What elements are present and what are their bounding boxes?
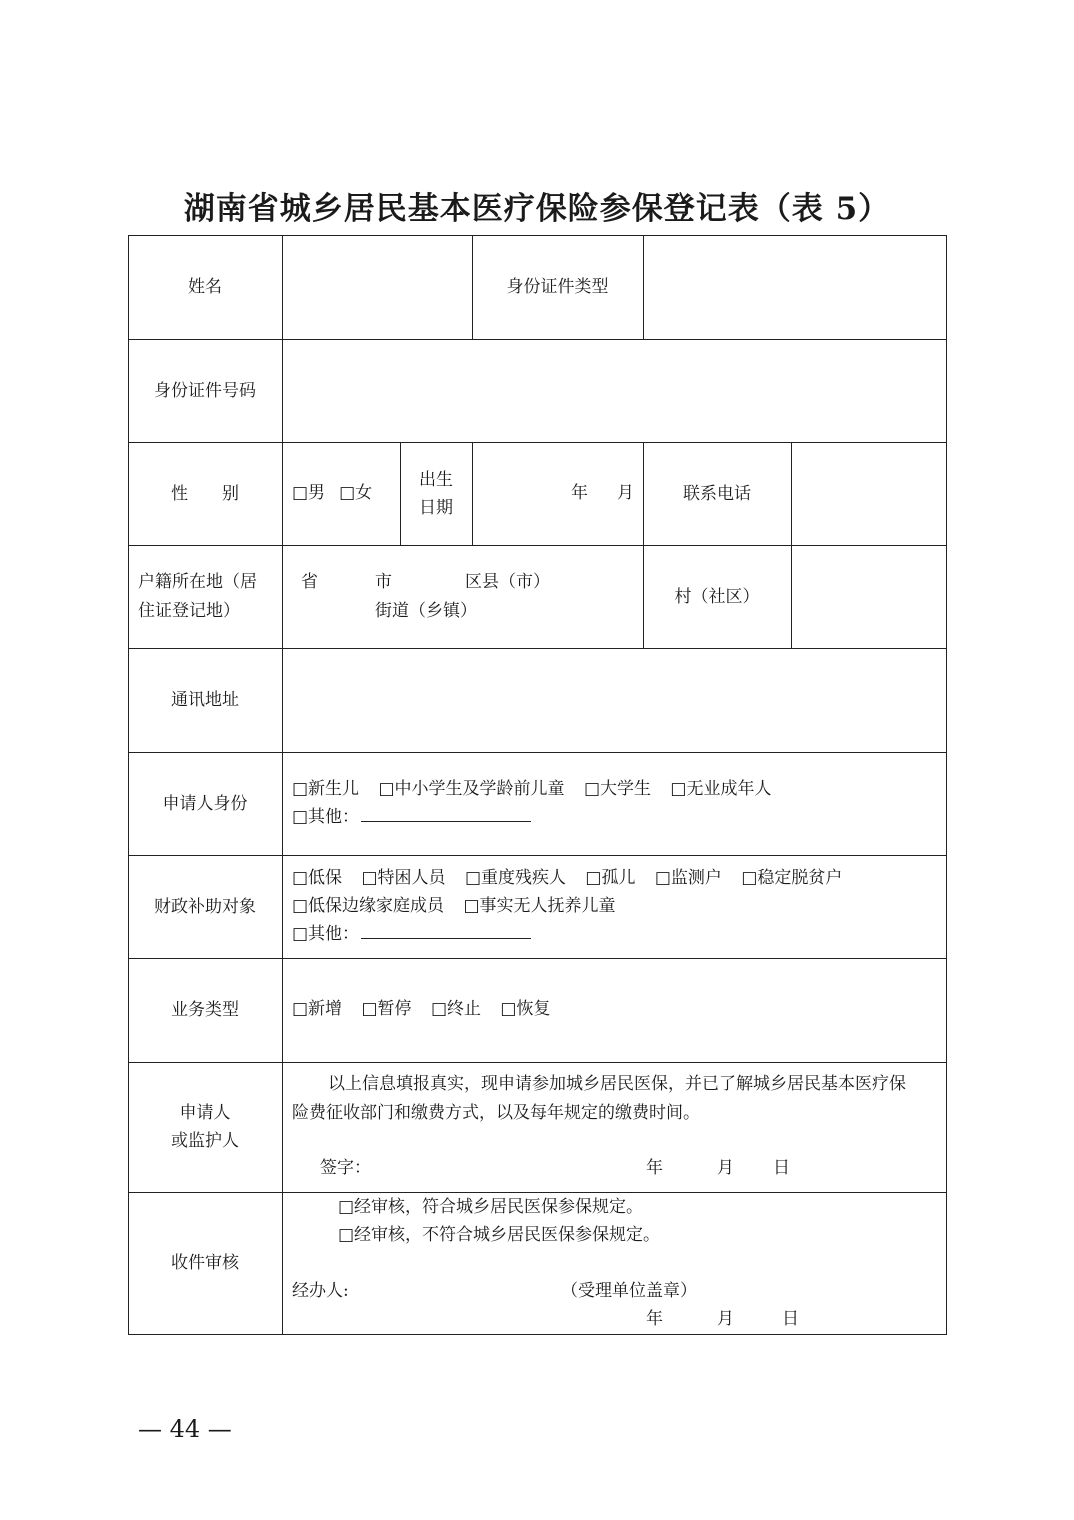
applicant-identity-options — [292, 775, 771, 803]
option-tekun[interactable]: □特困人员 — [361, 868, 446, 888]
review-rejected-checkbox[interactable]: □经审核，不符合城乡居民医保参保规定。 — [338, 1225, 661, 1245]
other-blank[interactable] — [361, 803, 531, 822]
name-label: 姓名 — [188, 277, 222, 297]
option-other[interactable]: □其他： — [292, 924, 360, 944]
village-label: 村（社区） — [674, 586, 760, 607]
id-number-label: 身份证件号码 — [154, 380, 256, 401]
birth-month-unit: 月 — [617, 483, 634, 503]
applicant-label-line2: 或监护人 — [171, 1131, 239, 1151]
review-label: 收件审核 — [171, 1253, 239, 1273]
applicant-label-line1: 申请人 — [179, 1103, 231, 1123]
applicant-guardian-label — [128, 1062, 282, 1192]
page-number: — 44 — — [138, 1415, 232, 1443]
review-year-unit: 年 — [646, 1309, 663, 1329]
other-blank[interactable] — [361, 920, 531, 939]
household-label-line2: 住证登记地） — [138, 601, 240, 621]
sign-year-unit: 年 — [646, 1158, 663, 1178]
address-label: 通讯地址 — [171, 690, 239, 710]
street-unit: 街道（乡镇） — [375, 601, 477, 621]
statement-line2: 险费征收部门和缴费方式，以及每年规定的缴费时间。 — [292, 1103, 700, 1123]
sign-day-unit: 日 — [773, 1158, 790, 1178]
option-other[interactable]: □其他： — [292, 807, 360, 827]
option-pause[interactable]: □暂停 — [361, 999, 412, 1019]
signature-field[interactable] — [375, 1150, 625, 1184]
signature-label: 签字： — [320, 1158, 371, 1178]
village-field[interactable] — [792, 546, 946, 648]
review-day-unit: 日 — [782, 1309, 799, 1329]
id-number-field[interactable] — [283, 340, 946, 442]
option-newborn[interactable]: □新生儿 — [292, 779, 360, 799]
subsidy-label: 财政补助对象 — [154, 896, 256, 917]
review-month-unit: 月 — [717, 1309, 734, 1329]
seal-label: （受理单位盖章） — [561, 1281, 697, 1301]
option-monitored[interactable]: □监测户 — [654, 868, 722, 888]
table-border-right — [946, 235, 947, 1335]
id-type-field[interactable] — [644, 236, 946, 339]
option-orphan[interactable]: □孤儿 — [585, 868, 636, 888]
applicant-identity-other — [292, 803, 531, 831]
option-college[interactable]: □大学生 — [583, 779, 651, 799]
option-terminate[interactable]: □终止 — [430, 999, 481, 1019]
option-disabled[interactable]: □重度残疾人 — [464, 868, 566, 888]
option-dibao[interactable]: □低保 — [292, 868, 343, 888]
subsidy-options-line1 — [292, 864, 842, 892]
option-add[interactable]: □新增 — [292, 999, 343, 1019]
phone-label: 联系电话 — [683, 483, 751, 504]
option-dibao-edge[interactable]: □低保边缘家庭成员 — [292, 896, 445, 916]
phone-field[interactable] — [792, 443, 946, 545]
column-divider — [472, 442, 473, 545]
household-label-line1: 户籍所在地（居 — [138, 572, 257, 592]
business-type-options — [292, 995, 550, 1023]
statement-line1: 以上信息填报真实，现申请参加城乡居民医保，并已了解城乡居民基本医疗保 — [328, 1074, 906, 1094]
business-type-label: 业务类型 — [171, 1000, 239, 1020]
subsidy-other — [292, 920, 531, 948]
gender-label: 性 别 — [171, 483, 239, 504]
address-field[interactable] — [283, 649, 946, 752]
province-unit: 省 — [301, 572, 318, 592]
option-students[interactable]: □中小学生及学龄前儿童 — [378, 779, 565, 799]
district-unit: 区县（市） — [465, 572, 550, 592]
birth-date-label — [400, 442, 472, 545]
city-unit: 市 — [375, 572, 392, 592]
subsidy-options-line2 — [292, 892, 616, 920]
male-checkbox[interactable]: □男 — [292, 483, 326, 503]
id-type-label: 身份证件类型 — [506, 277, 609, 297]
gender-options — [292, 479, 372, 507]
option-unsupported-child[interactable]: □事实无人抚养儿童 — [463, 896, 616, 916]
option-unemployed-adult[interactable]: □无业成年人 — [670, 779, 772, 799]
name-field[interactable] — [283, 236, 472, 339]
option-poverty-exit[interactable]: □稳定脱贫户 — [741, 868, 843, 888]
birth-year-unit: 年 — [571, 483, 588, 503]
sign-month-unit: 月 — [717, 1158, 734, 1178]
form-title: 湖南省城乡居民基本医疗保险参保登记表（表 5） — [183, 191, 891, 227]
birth-label-line2: 日期 — [419, 497, 453, 518]
birth-label-line1: 出生 — [419, 469, 453, 490]
handler-label: 经办人: — [292, 1281, 349, 1301]
review-approved-checkbox[interactable]: □经审核，符合城乡居民医保参保规定。 — [338, 1197, 644, 1217]
table-border-bottom — [128, 1334, 947, 1335]
applicant-identity-label: 申请人身份 — [162, 793, 248, 814]
option-resume[interactable]: □恢复 — [500, 999, 551, 1019]
female-checkbox[interactable]: □女 — [339, 483, 373, 503]
